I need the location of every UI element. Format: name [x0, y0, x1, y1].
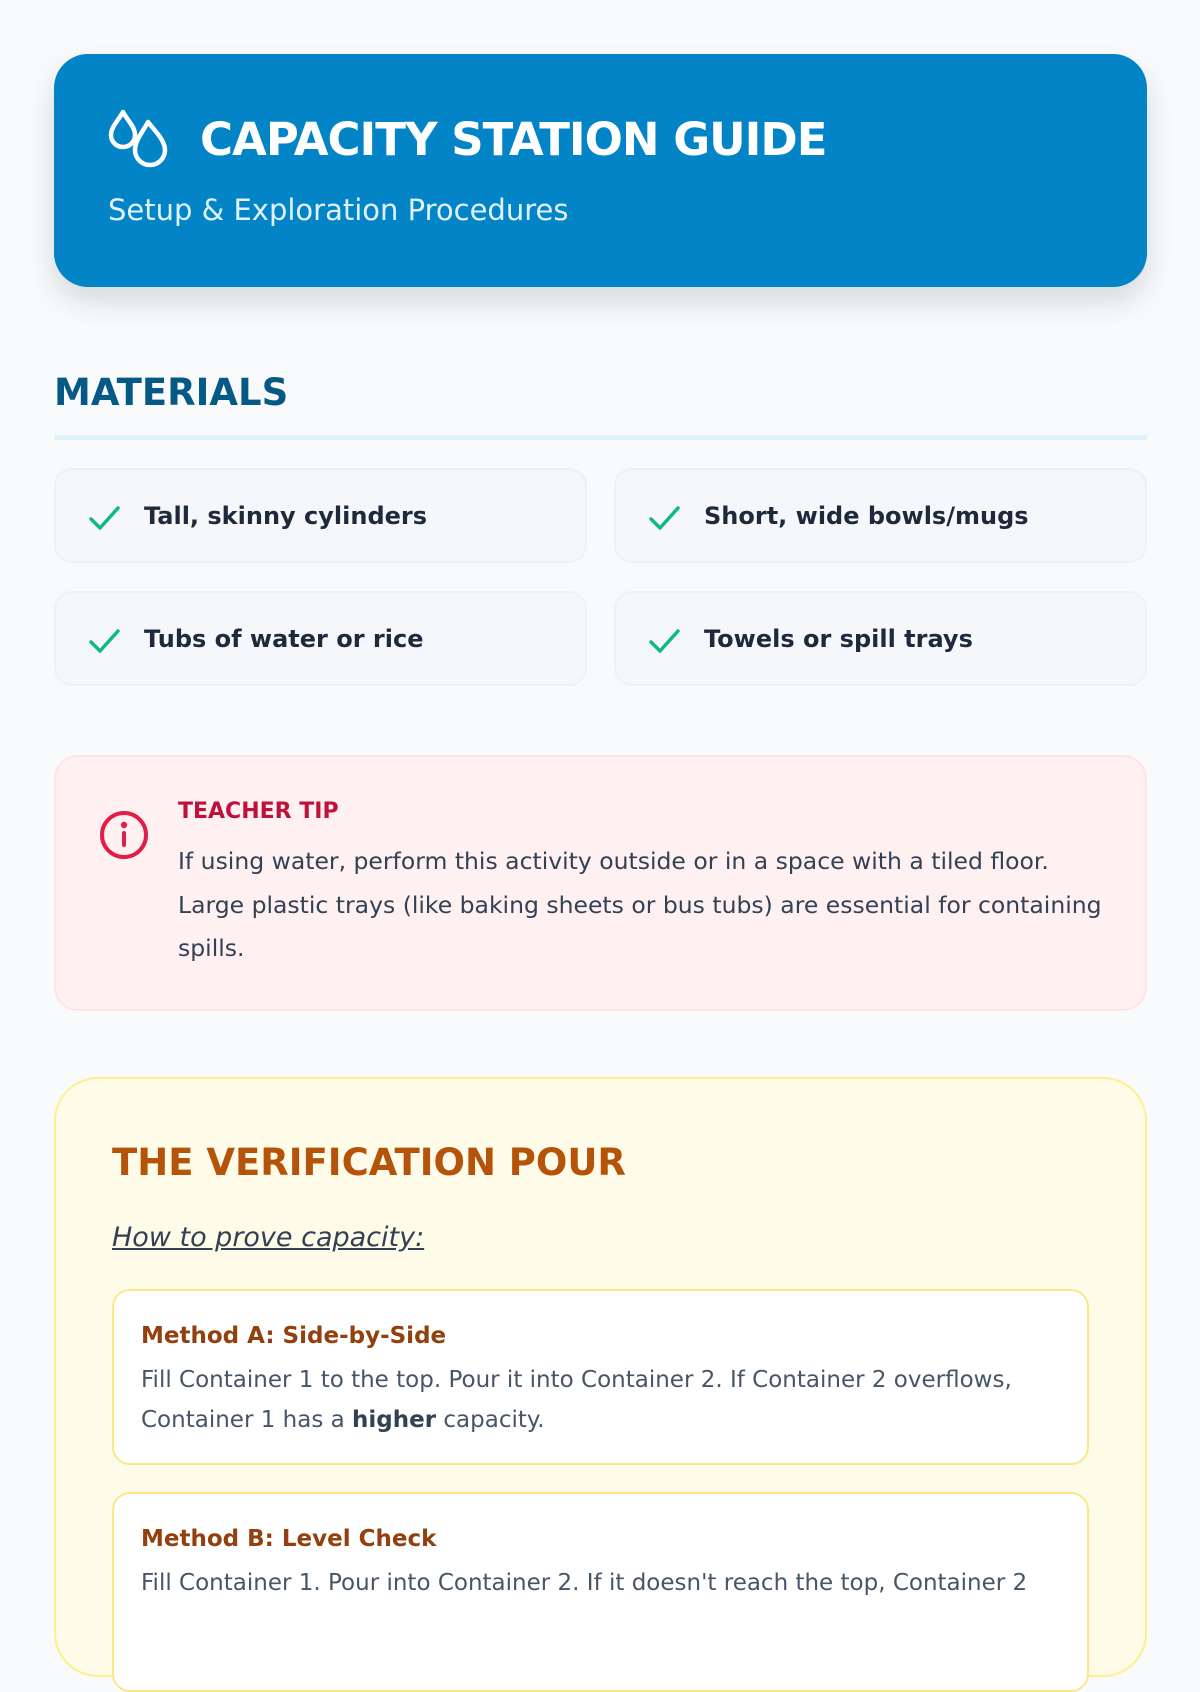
teacher-tip-callout	[54, 755, 1147, 1011]
check-icon	[646, 500, 682, 536]
method-text: Fill Container 1. Pour into Container 2. If it doesn't reach the top, Container 2	[141, 1570, 1028, 1596]
material-item	[54, 591, 587, 686]
tip-text: If using water, perform this activity outside or in a space with a tiled floor. Large plastic trays (like baking sheets or bus tubs) are essential for containing spills.	[178, 847, 1102, 962]
material-label: Tubs of water or rice	[144, 625, 424, 653]
materials-heading: MATERIALS	[54, 371, 289, 414]
method-emphasis: higher	[352, 1407, 437, 1433]
method-card	[112, 1492, 1089, 1692]
header-banner	[54, 54, 1147, 287]
check-icon	[86, 623, 122, 659]
material-item	[614, 591, 1147, 686]
method-title: Method A: Side-by-Side	[141, 1323, 447, 1349]
material-item	[614, 468, 1147, 563]
material-label: Short, wide bowls/mugs	[704, 502, 1029, 530]
page-title: CAPACITY STATION GUIDE	[200, 113, 827, 166]
method-title: Method B: Level Check	[141, 1526, 437, 1552]
method-text-part: capacity.	[436, 1407, 545, 1433]
info-icon	[98, 809, 150, 861]
verification-heading: THE VERIFICATION POUR	[112, 1141, 626, 1184]
material-label: Tall, skinny cylinders	[144, 502, 428, 530]
check-icon	[646, 623, 682, 659]
method-text	[141, 1360, 1061, 1440]
tip-label: TEACHER TIP	[178, 799, 339, 824]
verification-pour-section	[54, 1077, 1147, 1677]
material-label: Towels or spill trays	[704, 625, 973, 653]
method-text-part: Fill Container 1 to the top. Pour it into Container 2. If Container 2 overflows, Container 1 has a	[141, 1367, 1012, 1433]
check-icon	[86, 500, 122, 536]
droplets-icon	[108, 108, 170, 172]
method-card	[112, 1289, 1089, 1465]
material-item	[54, 468, 587, 563]
page-subtitle: Setup & Exploration Procedures	[108, 193, 569, 227]
verification-subtitle: How to prove capacity:	[112, 1222, 425, 1253]
materials-divider	[54, 435, 1147, 440]
